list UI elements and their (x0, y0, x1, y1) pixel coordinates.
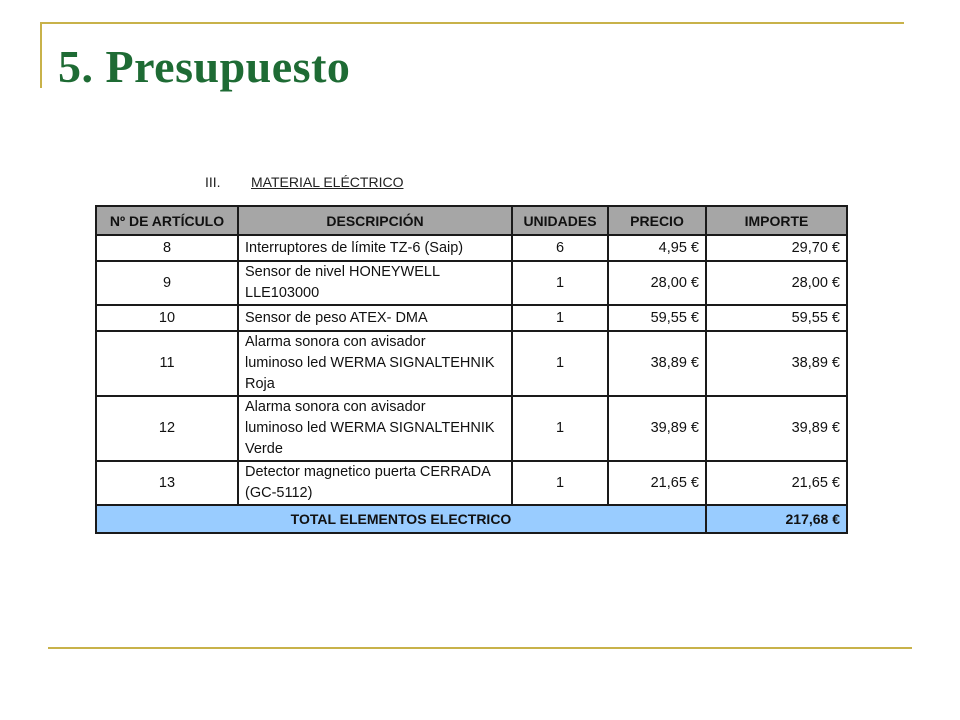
cell-amount: 59,55 € (706, 305, 847, 331)
header-item-number: Nº DE ARTÍCULO (96, 206, 238, 235)
cell-units: 1 (512, 331, 608, 396)
table-header-row (96, 206, 847, 235)
description-line: (GC-5112) (245, 485, 313, 501)
cell-description (238, 331, 512, 396)
description-line: luminoso led WERMA SIGNALTEHNIK (245, 355, 495, 371)
left-rule (40, 22, 42, 88)
table-row (96, 396, 847, 461)
description-line: Roja (245, 376, 275, 392)
cell-item: 10 (96, 305, 238, 331)
table-row (96, 261, 847, 305)
cell-item: 8 (96, 235, 238, 261)
cell-units: 1 (512, 261, 608, 305)
description-line: LLE103000 (245, 285, 320, 301)
cell-item: 13 (96, 461, 238, 505)
description-line: Interruptores de límite TZ-6 (Saip) (245, 239, 464, 256)
cell-description (238, 461, 512, 505)
cell-item: 12 (96, 396, 238, 461)
section-heading (205, 174, 403, 190)
table-row (96, 235, 847, 261)
description-line: Sensor de nivel HONEYWELL (245, 264, 441, 280)
cell-description (238, 305, 512, 331)
bottom-rule (48, 647, 912, 649)
cell-units: 1 (512, 305, 608, 331)
slide-title: 5. Presupuesto (58, 41, 351, 92)
cell-description (238, 396, 512, 461)
cell-price: 59,55 € (608, 305, 706, 331)
cell-amount: 39,89 € (706, 396, 847, 461)
cell-description (238, 235, 512, 261)
section-number: III. (205, 174, 221, 190)
header-amount: IMPORTE (706, 206, 847, 235)
section-title: MATERIAL ELÉCTRICO (251, 174, 404, 190)
cell-price: 21,65 € (608, 461, 706, 505)
description-line: Alarma sonora con avisador (245, 334, 426, 350)
description-line: Detector magnetico puerta CERRADA (245, 464, 491, 480)
cell-item: 9 (96, 261, 238, 305)
table-row (96, 331, 847, 396)
description-line: Alarma sonora con avisador (245, 399, 426, 415)
cell-price: 39,89 € (608, 396, 706, 461)
description-line: Sensor de peso ATEX- DMA (245, 309, 428, 326)
total-row (96, 505, 847, 533)
cell-price: 28,00 € (608, 261, 706, 305)
table-row (96, 461, 847, 505)
header-description: DESCRIPCIÓN (238, 206, 512, 235)
cell-units: 1 (512, 396, 608, 461)
cell-units: 6 (512, 235, 608, 261)
cell-price: 4,95 € (608, 235, 706, 261)
cell-price: 38,89 € (608, 331, 706, 396)
top-rule (40, 22, 904, 24)
table-row (96, 305, 847, 331)
header-units: UNIDADES (512, 206, 608, 235)
total-label: TOTAL ELEMENTOS ELECTRICO (96, 505, 706, 533)
total-amount: 217,68 € (706, 505, 847, 533)
cell-amount: 29,70 € (706, 235, 847, 261)
header-price: PRECIO (608, 206, 706, 235)
cell-units: 1 (512, 461, 608, 505)
cell-amount: 28,00 € (706, 261, 847, 305)
description-line: Verde (245, 441, 283, 457)
budget-table (95, 205, 848, 534)
cell-item: 11 (96, 331, 238, 396)
cell-amount: 38,89 € (706, 331, 847, 396)
cell-description (238, 261, 512, 305)
cell-amount: 21,65 € (706, 461, 847, 505)
description-line: luminoso led WERMA SIGNALTEHNIK (245, 420, 495, 436)
